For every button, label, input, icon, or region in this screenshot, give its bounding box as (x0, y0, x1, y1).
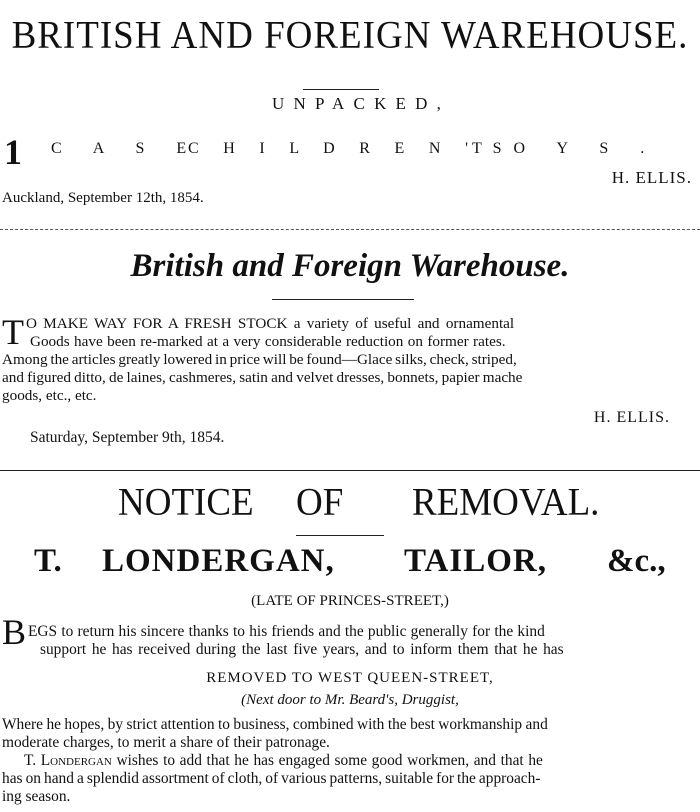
ad3-name-small-caps: T. Londergan (24, 752, 112, 769)
ad2-title: British and Foreign Warehouse. (130, 248, 570, 284)
ad2-dateline: Saturday, September 9th, 1854. (30, 429, 225, 446)
ad1-title: BRITISH AND FOREIGN WAREHOUSE. (11, 13, 689, 58)
ad3-drop-letter: B (2, 612, 27, 652)
ad3-title-word-of: OF (296, 481, 344, 525)
ad2-short-rule (272, 299, 414, 300)
ad3-name-etc: &c., (607, 543, 666, 579)
ad2-body-line-3: Among the articles greatly lowered in price will be found—Glace silks, check, striped, (2, 351, 517, 368)
ad2-body-line-4: and figured ditto, de laines, cashmeres, satin and velvet dresses, bonnets, papier mache (2, 369, 523, 386)
ad1-short-rule (303, 89, 379, 90)
ad3-title-word-removal: REMOVAL. (412, 481, 600, 525)
ad1-drop-numeral: 1 (4, 132, 22, 172)
ad1-item-word-case: C A S E (51, 140, 201, 157)
ad1-dateline: Auckland, September 12th, 1854. (2, 190, 204, 206)
ad2-separator (0, 470, 700, 471)
ad2-body-line-2: Goods have been re-marked at a very considerable reduction on former rates. (30, 333, 506, 350)
ad2-body-line-1: O MAKE WAY FOR A FRESH STOCK a variety of useful and ornamental (26, 315, 515, 332)
ad3-late-of: (LATE OF PRINCES-STREET,) (251, 593, 449, 609)
ad3-para2-line-3: ing season. (2, 788, 71, 805)
ad1-item-word-toys: T O Y S . (472, 140, 659, 157)
ad3-para2-line-1 (24, 752, 698, 770)
ad1-signature: H. ELLIS. (611, 168, 692, 187)
ad1-unpacked: UNPACKED, (272, 94, 451, 113)
ad3-short-rule (296, 535, 384, 536)
ad3-para2-line-2: has on hand a splendid assortment of cloth, of various patterns, suitable for the approach- (2, 770, 541, 787)
ad2-drop-letter: T (2, 312, 24, 352)
ad3-body-line-1: EGS to return his sincere thanks to his friends and the public generally for the kind (28, 623, 545, 640)
ad3-name-trade: TAILOR, (404, 543, 547, 579)
ad3-para-line-1: Where he hopes, by strict attention to business, combined with the best workmanship and (2, 716, 548, 733)
ad3-name-surname: LONDERGAN, (102, 543, 335, 579)
ad3-body-line-2: support he has received during the last five years, and to inform them that he has (40, 641, 564, 658)
ad3-next-door: (Next door to Mr. Beard's, Druggist, (241, 692, 459, 708)
ad3-para2-line-1-text: wishes to add that he has engaged some good workmen, and that he (111, 752, 543, 769)
ad3-removed-to: REMOVED TO WEST QUEEN-STREET, (206, 670, 494, 686)
ad3-name-initial: T. (34, 543, 62, 579)
ad3-title-word-notice: NOTICE (118, 481, 254, 525)
ad2-body-line-5: goods, etc., etc. (2, 387, 97, 404)
ad1-separator (0, 229, 700, 230)
ad1-item-word-childrens: C H I L D R E N ' S (188, 140, 512, 157)
ad2-signature: H. ELLIS. (593, 409, 670, 426)
ad3-para-line-2: moderate charges, to merit a share of their patronage. (2, 734, 330, 751)
